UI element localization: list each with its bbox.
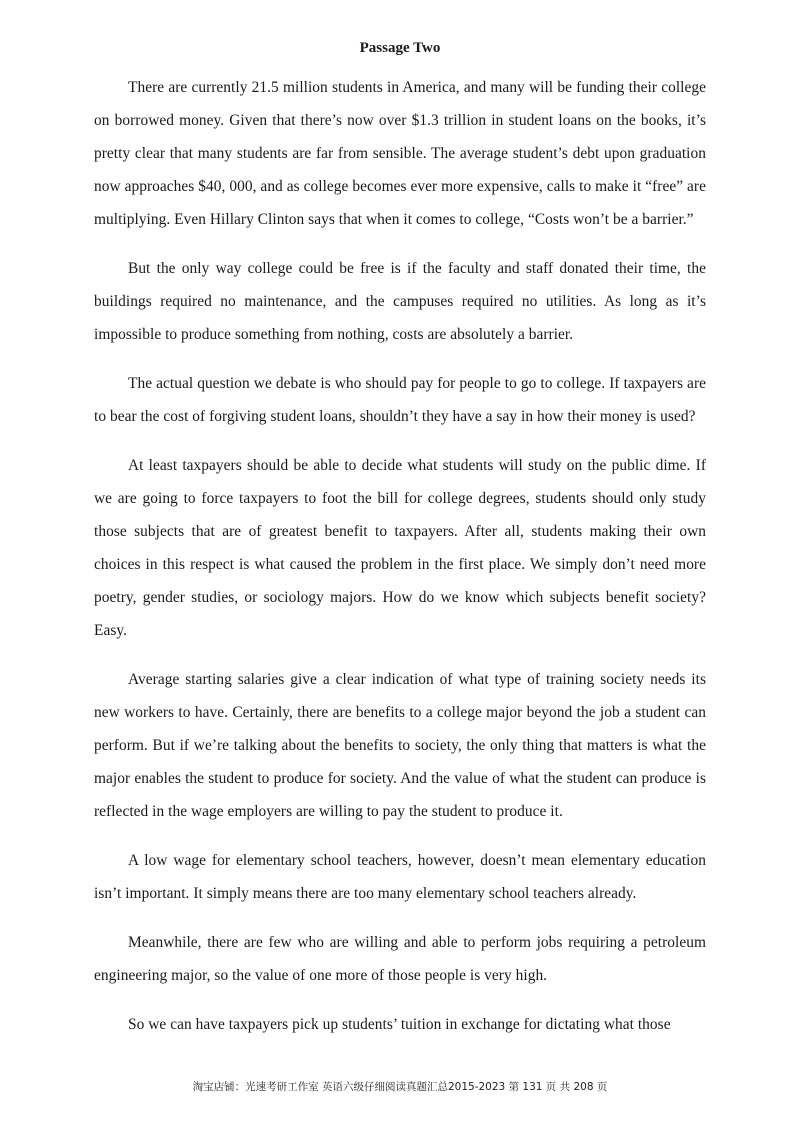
passage-body [94, 71, 706, 1057]
paragraph-3: The actual question we debate is who should pay for people to go to college. If taxpayers are to bear the cost of forgiving student loans, shouldn’t they have a say in how their money is used? [94, 375, 706, 425]
passage-title: Passage Two [359, 40, 441, 56]
page-footer: 淘宝店铺：光速考研工作室 英语六级仔细阅读真题汇总2015-2023 第 131 页 共 208 页 [192, 1081, 608, 1093]
paragraph-2: But the only way college could be free is if the faculty and staff donated their time, the buildings required no maintenance, and the campuses required no utilities. As long as it’s impossible to produce something from nothing, costs are absolutely a barrier. [94, 260, 706, 343]
paragraph-4: At least taxpayers should be able to decide what students will study on the public dime. If we are going to force taxpayers to foot the bill for college degrees, students should only study those subjects that are of greatest benefit to taxpayers. After all, students making their own choices in this respect is what caused the problem in the first place. We simply don’t need more poetry, gender studies, or sociology majors. How do we know which subjects benefit society? Easy. [94, 457, 706, 639]
paragraph-6: A low wage for elementary school teachers, however, doesn’t mean elementary education isn’t important. It simply means there are too many elementary school teachers already. [94, 852, 706, 902]
paragraph-7: Meanwhile, there are few who are willing and able to perform jobs requiring a petroleum engineering major, so the value of one more of those people is very high. [94, 934, 706, 984]
paragraph-5: Average starting salaries give a clear indication of what type of training society needs its new workers to have. Certainly, there are benefits to a college major beyond the job a student can perform. But if we’re talking about the benefits to society, the only thing that matters is what the major enables the student to produce for society. And the value of what the student can produce is reflected in the wage employers are willing to pay the student to produce it. [94, 671, 706, 820]
paragraph-8: So we can have taxpayers pick up students’ tuition in exchange for dictating what those [128, 1016, 671, 1033]
paragraph-1: There are currently 21.5 million students in America, and many will be funding their college on borrowed money. Given that there’s now over $1.3 trillion in student loans on the books, it’s pretty clear that many students are far from sensible. The average student’s debt upon graduation now approaches $40, 000, and as college becomes ever more expensive, calls to make it “free” are multiplying. Even Hillary Clinton says that when it comes to college, “Costs won’t be a barrier.” [94, 79, 706, 228]
